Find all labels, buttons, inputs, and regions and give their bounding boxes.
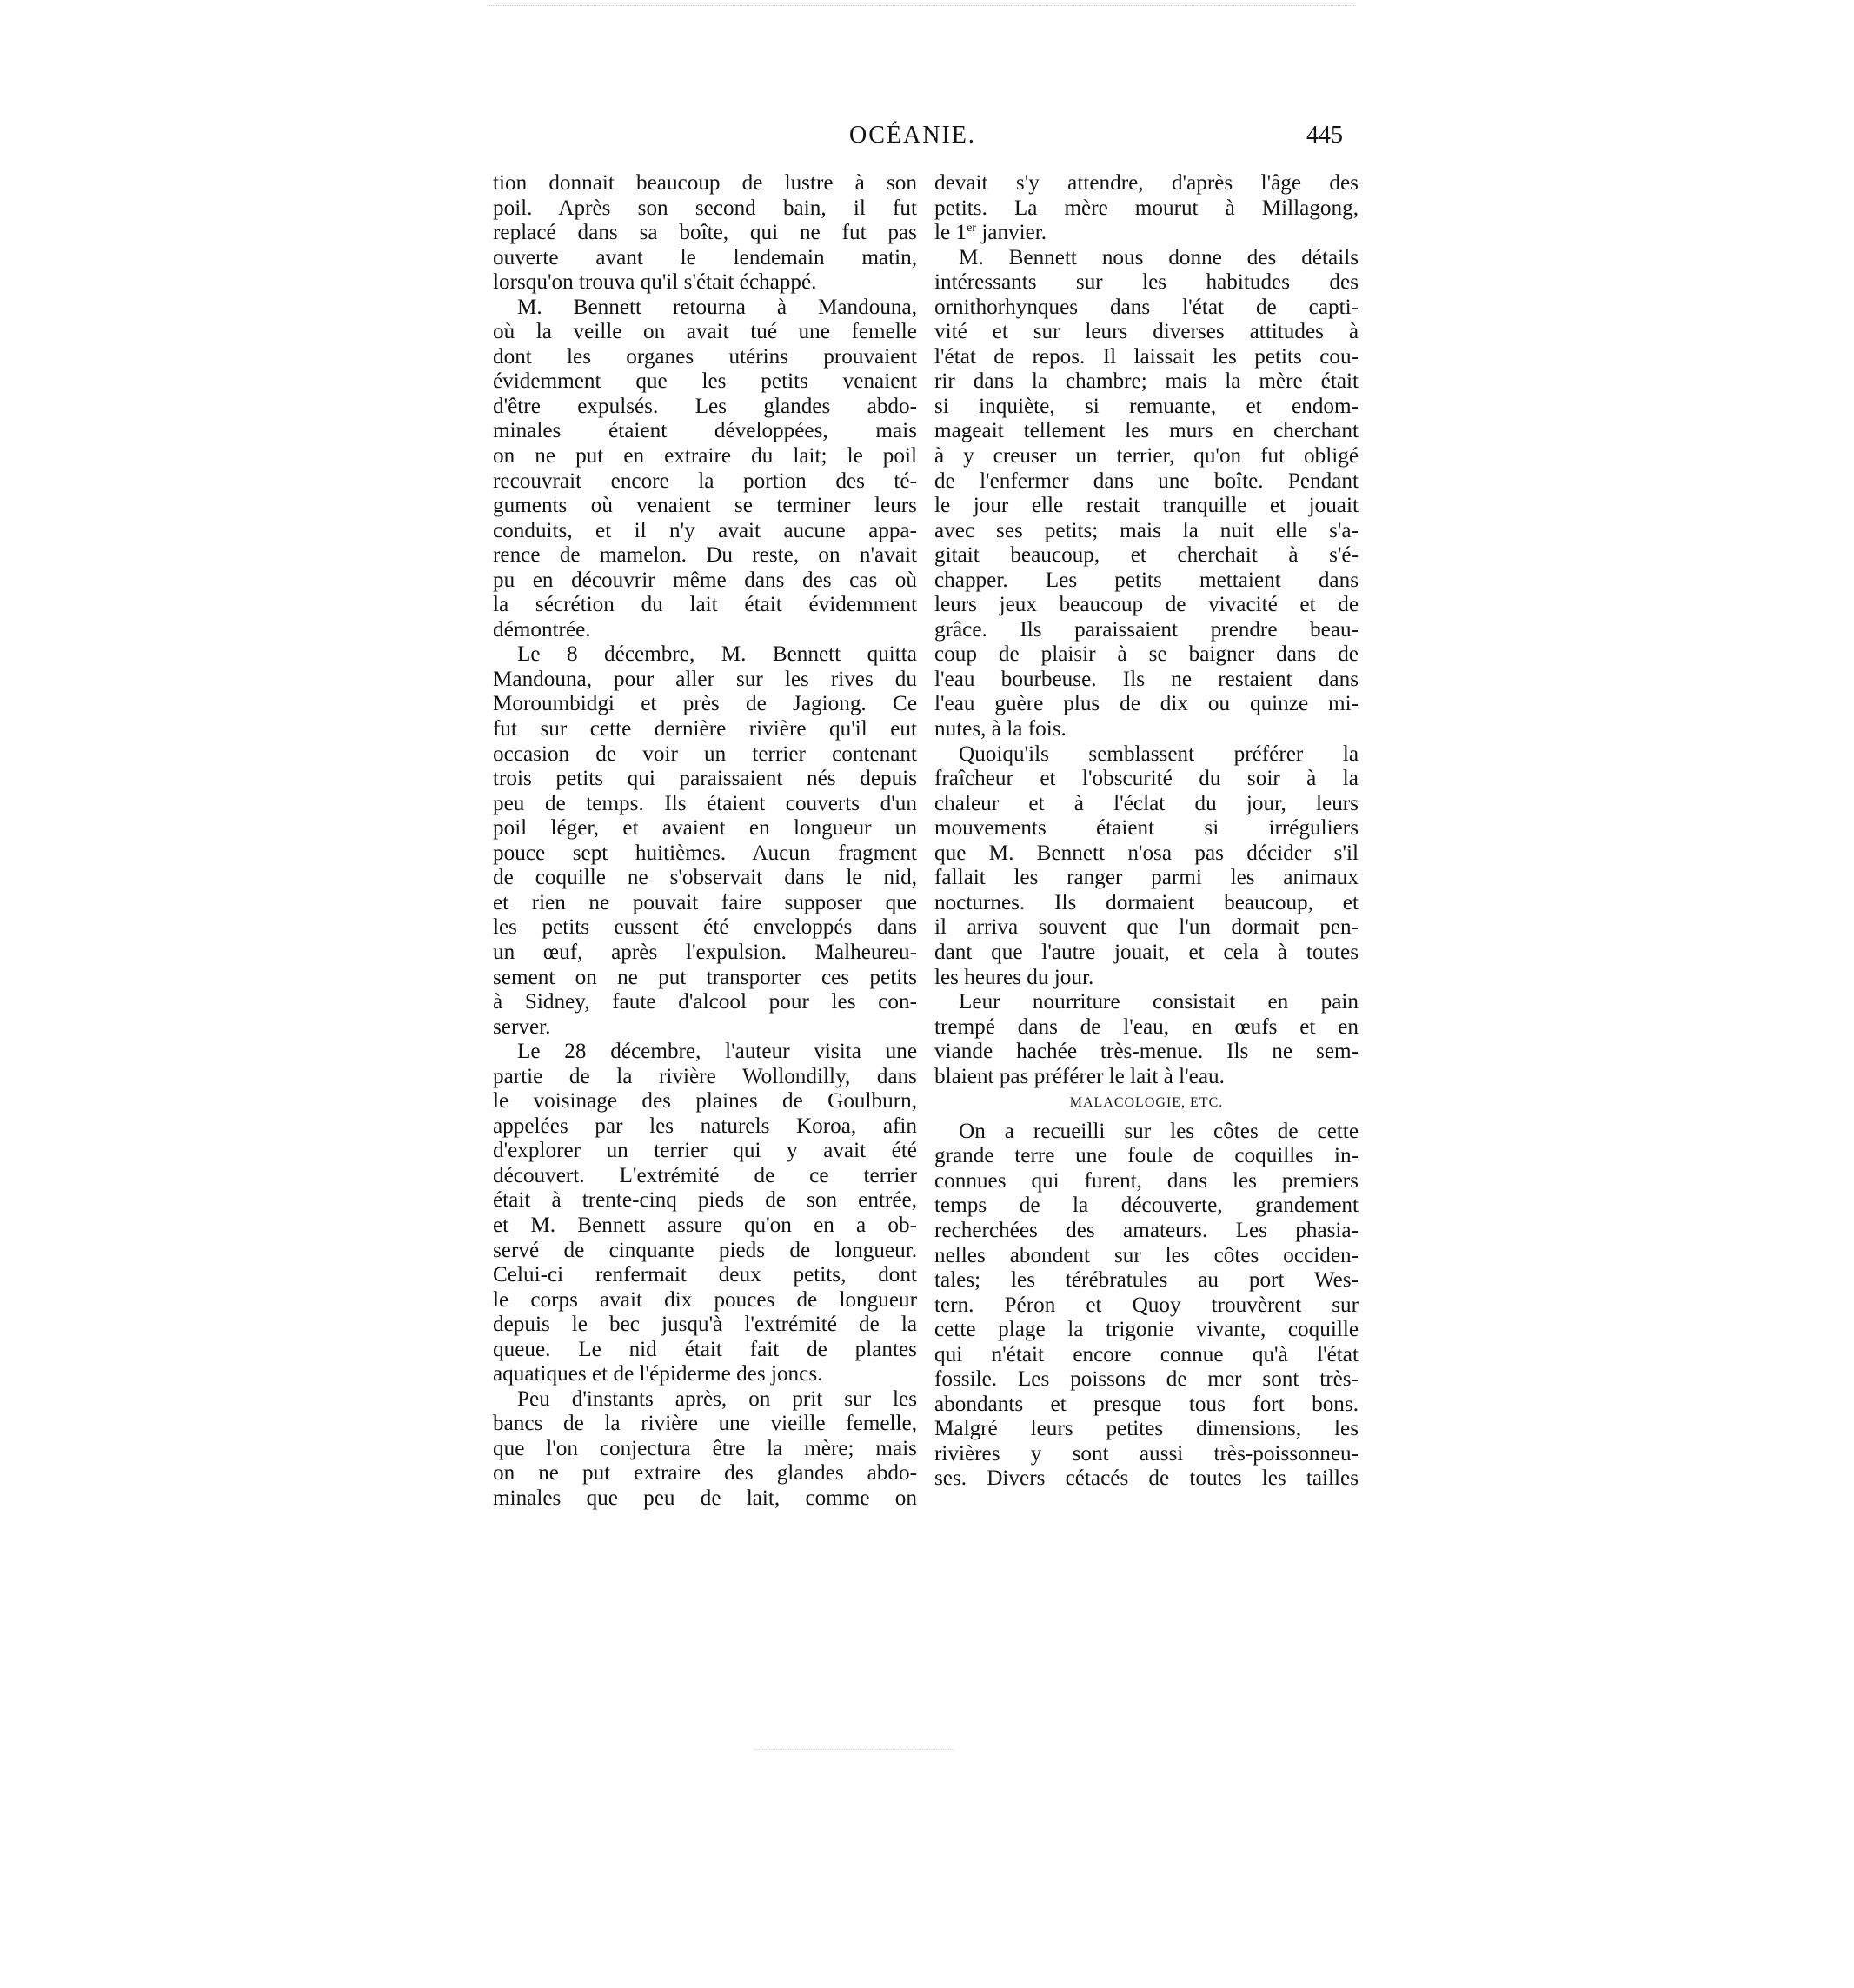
text-line: appelées par les naturels Koroa, afin — [493, 1114, 917, 1138]
text-line: mageait tellement les murs en cherchant — [934, 419, 1359, 443]
text-line: recherchées des amateurs. Les phasia- — [934, 1218, 1359, 1242]
text-line: minales étaient développées, mais — [493, 419, 917, 443]
text-line: blaient pas préférer le lait à l'eau. — [934, 1064, 1225, 1088]
text-line: partie de la rivière Wollondilly, dans — [493, 1064, 917, 1088]
text-line: nelles abondent sur les côtes occiden- — [934, 1243, 1359, 1267]
text-line: depuis le bec jusqu'à l'extrémité de la — [493, 1313, 917, 1337]
text-line: à y creuser un terrier, qu'on fut obligé — [934, 444, 1359, 469]
text-line: si inquiète, si remuante, et endom- — [934, 394, 1359, 418]
text-line: petits. La mère mourut à Millagong, — [934, 196, 1359, 220]
text-line: avec ses petits; mais la nuit elle s'a- — [934, 518, 1359, 542]
text-line: nutes, à la fois. — [934, 717, 1067, 741]
text-line: l'eau bourbeuse. Ils ne restaient dans — [934, 667, 1359, 691]
text-line: le jour elle restait tranquille et jouait — [934, 494, 1359, 518]
running-title: OCÉANIE. — [849, 122, 976, 149]
text-line: minales que peu de lait, comme on — [493, 1486, 917, 1510]
text-line: peu de temps. Ils étaient couverts d'un — [493, 791, 917, 815]
text-line: rence de mamelon. Du reste, on n'avait — [493, 543, 917, 568]
text-line: mouvements étaient si irréguliers — [934, 816, 1359, 841]
text-line: et M. Bennett assure qu'on en a ob- — [493, 1213, 917, 1237]
text-line: qui n'était encore connue qu'à l'état — [934, 1342, 1359, 1366]
text-line: de l'enfermer dans une boîte. Pendant — [934, 469, 1359, 493]
text-line: dont les organes utérins prouvaient — [493, 344, 917, 369]
text-line: on ne put en extraire du lait; le poil — [493, 444, 917, 469]
left-column — [493, 171, 917, 1512]
text-line: intéressants sur les habitudes des — [934, 270, 1359, 295]
text-line: l'état de repos. Il laissait les petits cou- — [934, 344, 1359, 369]
ordinal-superscript: er — [967, 222, 976, 236]
text-line: lorsqu'on trouva qu'il s'était échappé. — [493, 270, 817, 295]
text-line: chapper. Les petits mettaient dans — [934, 568, 1359, 592]
text-line: découvert. L'extrémité de ce terrier — [493, 1163, 917, 1187]
text-line: de coquille ne s'observait dans le nid, — [493, 866, 917, 890]
text-line: ses. Divers cétacés de toutes les tailles — [934, 1466, 1359, 1491]
text-line: chaleur et à l'éclat du jour, leurs — [934, 791, 1359, 815]
text-line: guments où venaient se terminer leurs — [493, 494, 917, 518]
date-prefix: le 1 — [934, 221, 967, 245]
text-line: aquatiques et de l'épiderme des joncs. — [493, 1362, 823, 1386]
text-line: était à trente-cinq pieds de son entrée, — [493, 1188, 917, 1213]
text-line: d'explorer un terrier qui y avait été — [493, 1139, 917, 1163]
right-column — [934, 171, 1359, 1492]
text-line: Moroumbidgi et près de Jagiong. Ce — [493, 692, 917, 716]
text-line: nocturnes. Ils dormaient beaucoup, et — [934, 890, 1359, 914]
text-line: ouverte avant le lendemain matin, — [493, 245, 917, 269]
text-line: on ne put extraire des glandes abdo- — [493, 1461, 917, 1486]
text-line: connues qui furent, dans les premiers — [934, 1168, 1359, 1193]
text-line: démontrée. — [493, 617, 591, 642]
text-line: conduits, et il n'y avait aucune appa- — [493, 518, 917, 542]
text-line: ornithorhynques dans l'état de capti- — [934, 295, 1359, 319]
text-line: Quoiqu'ils semblassent préférer la — [959, 741, 1359, 766]
text-line: grâce. Ils paraissaient prendre beau- — [934, 617, 1359, 642]
text-line: coup de plaisir à se baigner dans de — [934, 642, 1359, 667]
text-line: et rien ne pouvait faire supposer que — [493, 890, 917, 914]
text-line: d'être expulsés. Les glandes abdo- — [493, 394, 917, 418]
text-line — [934, 221, 1359, 246]
text-line: les heures du jour. — [934, 965, 1094, 989]
text-line: On a recueilli sur les côtes de cette — [959, 1119, 1359, 1143]
scan-artifact-bottom — [754, 1749, 954, 1753]
page-header — [491, 122, 1360, 165]
text-line: devait s'y attendre, d'après l'âge des — [934, 171, 1359, 195]
text-line: fossile. Les poissons de mer sont très- — [934, 1367, 1359, 1392]
text-line: Le 8 décembre, M. Bennett quitta — [517, 642, 917, 667]
text-line: poil. Après son second bain, il fut — [493, 196, 917, 220]
text-line: leurs jeux beaucoup de vivacité et de — [934, 593, 1359, 617]
text-line: cette plage la trigonie vivante, coquille — [934, 1318, 1359, 1342]
text-line: abondants et presque tous fort bons. — [934, 1392, 1359, 1416]
text-line: queue. Le nid était fait de plantes — [493, 1337, 917, 1361]
text-line: gitait beaucoup, et cherchait à s'é- — [934, 543, 1359, 568]
page-number: 445 — [1306, 122, 1343, 149]
text-line: l'eau guère plus de dix ou quinze mi- — [934, 692, 1359, 716]
text-line: Celui-ci renfermait deux petits, dont — [493, 1263, 917, 1287]
text-line: que l'on conjectura être la mère; mais — [493, 1436, 917, 1460]
text-line: rivières y sont aussi très-poissonneu- — [934, 1441, 1359, 1466]
text-line: les petits eussent été enveloppés dans — [493, 915, 917, 940]
text-line: sement on ne put transporter ces petits — [493, 965, 917, 989]
text-line: Mandouna, pour aller sur les rives du — [493, 667, 917, 691]
date-suffix: janvier. — [975, 221, 1047, 245]
text-line: à Sidney, faute d'alcool pour les con- — [493, 990, 917, 1014]
text-line: le corps avait dix pouces de longueur — [493, 1287, 917, 1312]
text-line: viande hachée très-menue. Ils ne sem- — [934, 1040, 1359, 1064]
text-line: temps de la découverte, grandement — [934, 1193, 1359, 1218]
text-line: Leur nourriture consistait en pain — [959, 990, 1359, 1014]
text-line: Le 28 décembre, l'auteur visita une — [517, 1040, 917, 1064]
text-line: occasion de voir un terrier contenant — [493, 741, 917, 766]
text-line: tales; les térébratules au port Wes- — [934, 1268, 1359, 1293]
text-line: M. Bennett nous donne des détails — [959, 245, 1359, 269]
text-line: tion donnait beaucoup de lustre à son — [493, 171, 917, 195]
text-line: server. — [493, 1014, 551, 1039]
text-line: pu en découvrir même dans des cas où — [493, 568, 917, 592]
text-line: trempé dans de l'eau, en œufs et en — [934, 1014, 1359, 1039]
text-line: la sécrétion du lait était évidemment — [493, 593, 917, 617]
text-line: servé de cinquante pieds de longueur. — [493, 1238, 917, 1262]
text-line: recouvrait encore la portion des té- — [493, 469, 917, 493]
text-line: bancs de la rivière une vieille femelle, — [493, 1412, 917, 1436]
text-line: Peu d'instants après, on prit sur les — [517, 1386, 917, 1411]
text-line: pouce sept huitièmes. Aucun fragment — [493, 841, 917, 865]
text-line: poil léger, et avaient en longueur un — [493, 816, 917, 841]
text-line: le voisinage des plaines de Goulburn, — [493, 1089, 917, 1114]
text-line: évidemment que les petits venaient — [493, 369, 917, 394]
text-line: replacé dans sa boîte, qui ne fut pas — [493, 221, 917, 245]
text-line: où la veille on avait tué une femelle — [493, 320, 917, 344]
scan-artifact-top — [487, 5, 1356, 13]
text-line: fallait les ranger parmi les animaux — [934, 866, 1359, 890]
text-line: tern. Péron et Quoy trouvèrent sur — [934, 1293, 1359, 1317]
text-line: grande terre une foule de coquilles in- — [934, 1144, 1359, 1168]
text-line: Malgré leurs petites dimensions, les — [934, 1417, 1359, 1441]
text-line: un œuf, après l'expulsion. Malheureu- — [493, 940, 917, 964]
text-line: que M. Bennett n'osa pas décider s'il — [934, 841, 1359, 865]
text-line: il arriva souvent que l'un dormait pen- — [934, 915, 1359, 940]
text-line: fut sur cette dernière rivière qu'il eut — [493, 717, 917, 741]
text-line: trois petits qui paraissaient nés depuis — [493, 767, 917, 791]
text-line: fraîcheur et l'obscurité du soir à la — [934, 767, 1359, 791]
text-line: dant que l'autre jouait, et cela à toutes — [934, 940, 1359, 964]
text-line: vité et sur leurs diverses attitudes à — [934, 320, 1359, 344]
text-line: rir dans la chambre; mais la mère était — [934, 369, 1359, 394]
section-heading: MALACOLOGIE, ETC. — [1069, 1095, 1224, 1111]
text-line: M. Bennett retourna à Mandouna, — [517, 295, 917, 319]
